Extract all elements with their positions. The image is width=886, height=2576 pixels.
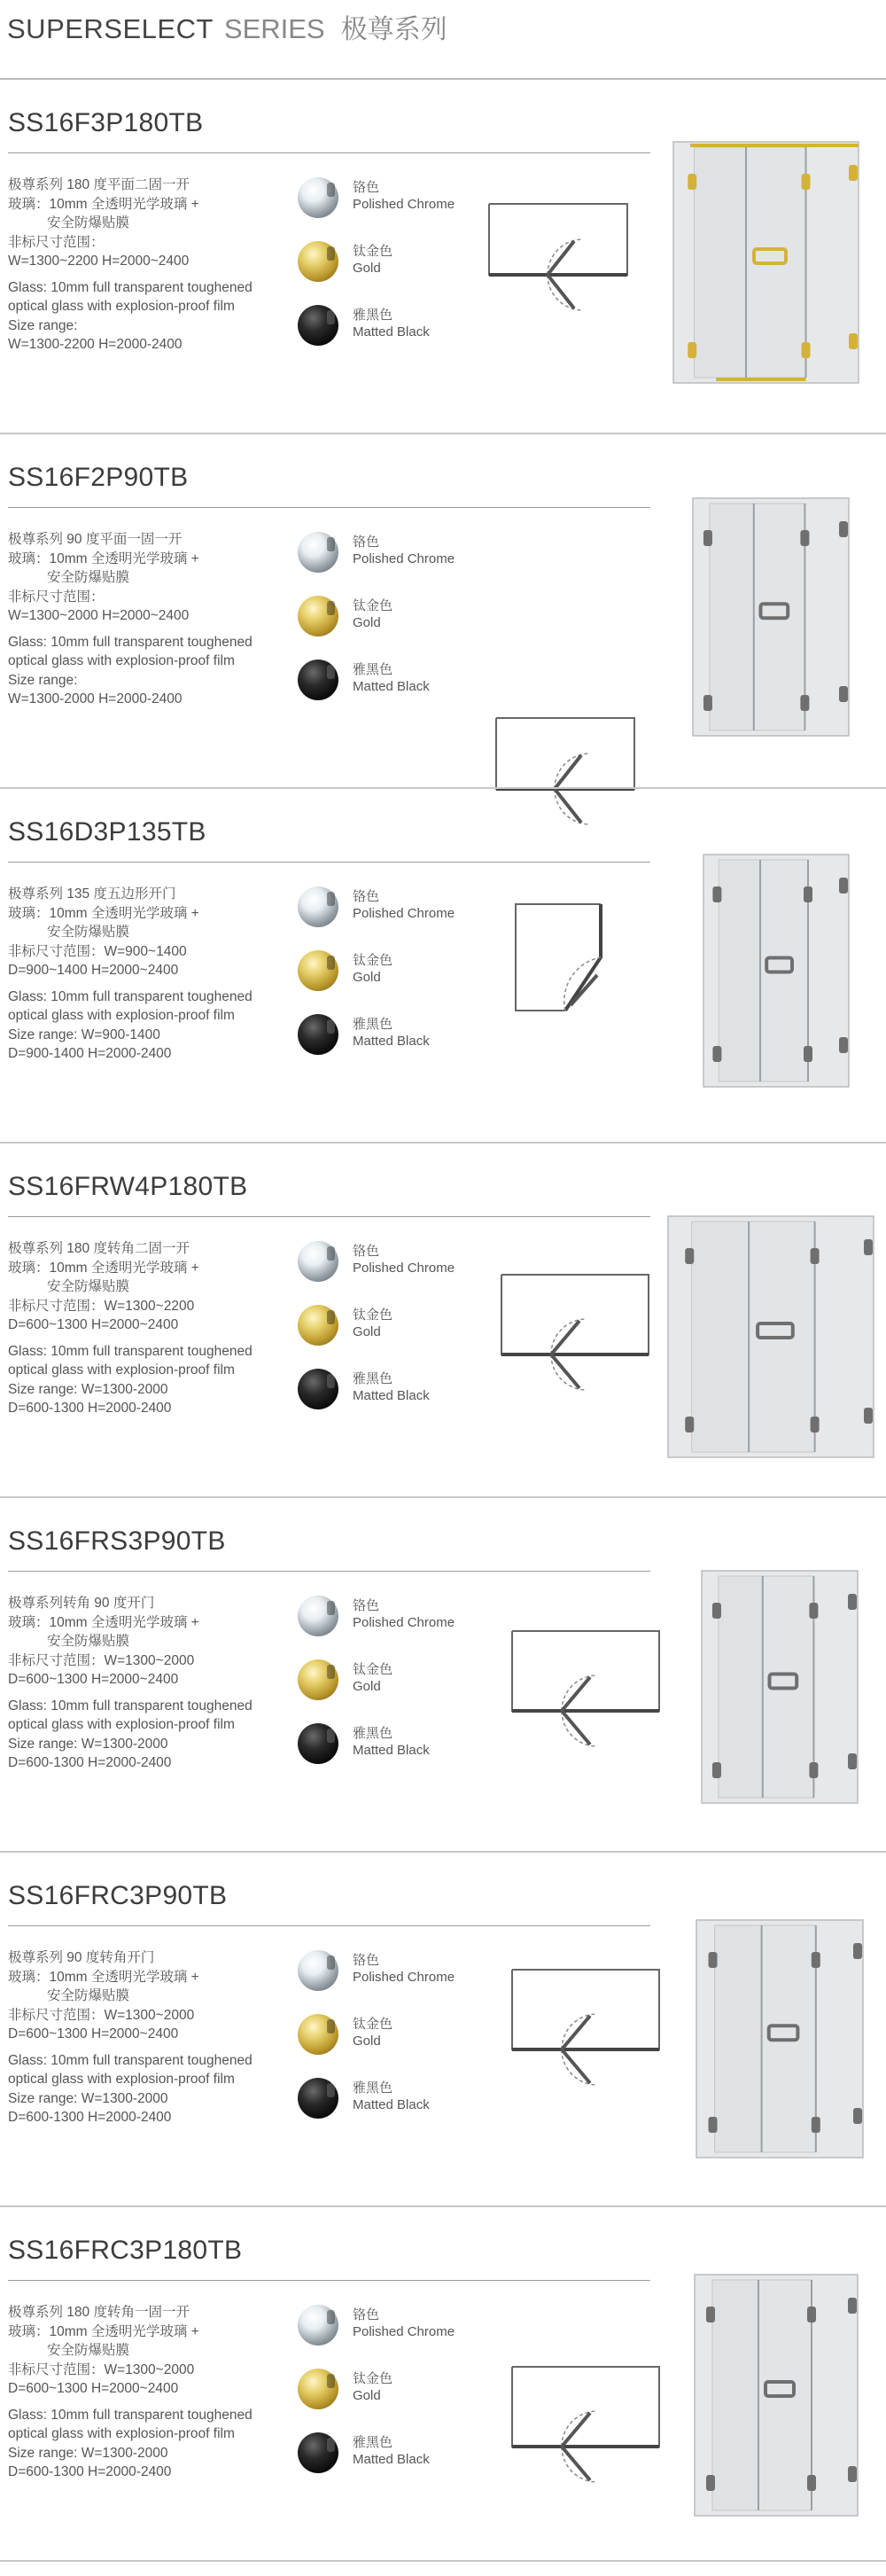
- cn-size-label: 非标尺寸范围：: [8, 234, 105, 250]
- en-glass-film: optical glass with explosion-proof film: [8, 2426, 235, 2441]
- finish-black: [298, 303, 475, 353]
- model-number: SS16D3P135TB: [8, 817, 206, 847]
- finish-cn: 雅黑色: [353, 1017, 393, 1032]
- cn-size-range: D=600~1300 H=2000~2400: [8, 1672, 179, 1687]
- finish-cn: 铬色: [353, 535, 380, 550]
- en-glass-film: optical glass with explosion-proof film: [8, 653, 235, 668]
- finish-black: [298, 1012, 475, 1062]
- finish-cn: 雅黑色: [353, 2435, 393, 2450]
- en-glass: Glass: 10mm full transparent toughened: [8, 1343, 253, 1359]
- cn-size-label: 非标尺寸范围：W=900~1400: [8, 943, 187, 959]
- chrome-swatch-icon: [298, 177, 338, 218]
- cn-description: 极尊系列转角 90 度开门: [8, 1596, 155, 1611]
- chrome-swatch-icon: [298, 1241, 338, 1282]
- floor-plan-diagram: [509, 1613, 668, 1764]
- finish-cn: 钛金色: [353, 244, 393, 259]
- hinge-icon: [849, 165, 858, 181]
- fixed-glass-panel: [692, 1222, 749, 1452]
- model-number: SS16FRC3P180TB: [8, 2236, 243, 2265]
- hinge-icon: [802, 174, 811, 190]
- hinge-icon: [712, 1046, 721, 1062]
- cn-description: 极尊系列 180 度平面二固一开: [8, 177, 190, 192]
- en-size-label: Size range: W=1300-2000: [8, 1381, 168, 1397]
- shower-enclosure-photo: [661, 1204, 881, 1470]
- finish-en: Gold: [353, 2388, 381, 2403]
- cn-glass: 玻璃：10mm 全透明光学玻璃 +: [8, 1260, 199, 1276]
- cn-description: 极尊系列 180 度转角二固一开: [8, 1241, 190, 1256]
- spec-gap: [8, 2399, 291, 2406]
- fixed-glass-panel: [719, 1576, 763, 1798]
- spec-block: [8, 1594, 291, 1773]
- cn-glass: 玻璃：10mm 全透明光学玻璃 +: [8, 1969, 199, 1985]
- finish-en: Gold: [353, 1679, 381, 1694]
- black-swatch-icon: [298, 1369, 338, 1409]
- spec-gap: [8, 2044, 291, 2051]
- gold-swatch-icon: [298, 2014, 338, 2055]
- finish-en: Polished Chrome: [353, 1261, 455, 1276]
- hinge-icon: [712, 886, 721, 902]
- finish-black: [298, 2076, 475, 2126]
- en-size-range: D=600-1300 H=2000-2400: [8, 1755, 172, 1770]
- fixed-glass-panel: [719, 860, 760, 1081]
- gold-swatch-icon: [298, 241, 338, 282]
- room-outline: [501, 1275, 649, 1354]
- en-size-label: Size range: W=1300-2000: [8, 2445, 168, 2461]
- cn-size-range: D=600~1300 H=2000~2400: [8, 2026, 179, 2041]
- en-glass: Glass: 10mm full transparent toughened: [8, 2052, 253, 2068]
- finish-chrome: [298, 1594, 475, 1643]
- shower-enclosure-photo: [688, 2262, 865, 2528]
- cn-glass-film: 安全防爆贴膜: [47, 1988, 130, 2003]
- finish-en: Matted Black: [353, 2452, 430, 2467]
- black-swatch-icon: [298, 305, 338, 346]
- spec-block: [8, 2303, 291, 2482]
- finish-en: Polished Chrome: [353, 2324, 455, 2339]
- finish-en: Polished Chrome: [353, 906, 455, 921]
- cn-size-range: D=900~1400 H=2000~2400: [8, 963, 179, 978]
- finish-en: Gold: [353, 970, 381, 985]
- cn-size-label: 非标尺寸范围：W=1300~2000: [8, 2361, 195, 2377]
- spec-block: [8, 530, 291, 709]
- finish-black: [298, 1367, 475, 1417]
- finish-cn: 铬色: [353, 2307, 380, 2322]
- floor-plan-diagram: [509, 1952, 668, 2103]
- model-number: SS16FRC3P90TB: [8, 1881, 228, 1910]
- chrome-swatch-icon: [298, 532, 338, 573]
- hinge-icon: [864, 1408, 873, 1424]
- hinge-icon: [703, 530, 712, 546]
- hinge-icon: [685, 1417, 694, 1432]
- finish-en: Gold: [353, 615, 381, 630]
- cn-description: 极尊系列 135 度五边形开门: [8, 886, 176, 902]
- hinge-icon: [800, 695, 809, 711]
- hinge-icon: [848, 1594, 857, 1610]
- hinge-icon: [807, 2475, 816, 2491]
- hinge-icon: [706, 2475, 715, 2491]
- spec-block: [8, 176, 291, 355]
- spec-block: [8, 1239, 291, 1418]
- en-glass-film: optical glass with explosion-proof film: [8, 2072, 235, 2087]
- shower-enclosure-photo: [695, 1558, 865, 1815]
- shower-enclosure-photo: [696, 842, 856, 1099]
- hinge-icon: [848, 1753, 857, 1769]
- finish-black: [298, 658, 475, 707]
- cn-description: 极尊系列 180 度转角一固一开: [8, 2305, 190, 2320]
- finish-en: Matted Black: [353, 679, 430, 694]
- hinge-icon: [685, 1248, 694, 1264]
- finish-en: Matted Black: [353, 2097, 430, 2112]
- model-number: SS16FRW4P180TB: [8, 1172, 248, 1201]
- finish-en: Polished Chrome: [353, 1970, 455, 1985]
- black-swatch-icon: [298, 660, 338, 700]
- finish-en: Matted Black: [353, 1743, 430, 1758]
- hinge-icon: [812, 1952, 820, 1968]
- gold-swatch-icon: [298, 1305, 338, 1346]
- finish-cn: 铬色: [353, 889, 380, 904]
- hinge-icon: [848, 2466, 857, 2482]
- glass-panel-line: [565, 904, 601, 1011]
- cn-size-label: 非标尺寸范围：W=1300~2000: [8, 1652, 195, 1668]
- hinge-icon: [712, 1603, 721, 1619]
- hinge-icon: [688, 342, 696, 358]
- hinge-icon: [800, 530, 809, 546]
- en-glass: Glass: 10mm full transparent toughened: [8, 279, 253, 295]
- hinge-icon: [709, 2117, 718, 2133]
- gold-swatch-icon: [298, 2369, 338, 2409]
- hinge-icon: [812, 2117, 820, 2133]
- gold-swatch-icon: [298, 950, 338, 991]
- finish-en: Gold: [353, 2033, 381, 2049]
- model-divider: [8, 1571, 650, 1572]
- cn-glass-film: 安全防爆贴膜: [47, 1279, 130, 1294]
- en-glass-film: optical glass with explosion-proof film: [8, 1717, 235, 1732]
- spec-gap: [8, 1335, 291, 1342]
- section-divider: [0, 2560, 886, 2562]
- black-swatch-icon: [298, 1014, 338, 1055]
- spec-block: [8, 1948, 291, 2127]
- cn-glass: 玻璃：10mm 全透明光学玻璃 +: [8, 2323, 199, 2339]
- hinge-icon: [811, 1248, 820, 1264]
- en-glass-film: optical glass with explosion-proof film: [8, 299, 235, 314]
- door-leaf: [555, 755, 581, 789]
- cn-glass: 玻璃：10mm 全透明光学玻璃 +: [8, 905, 199, 921]
- en-glass-film: optical glass with explosion-proof film: [8, 1362, 235, 1378]
- en-size-label: Size range: W=900-1400: [8, 1026, 160, 1042]
- en-size-range: D=600-1300 H=2000-2400: [8, 1401, 172, 1416]
- finish-chrome: [298, 1948, 475, 1998]
- finish-gold: [298, 948, 475, 998]
- fixed-glass-panel: [710, 503, 754, 730]
- finish-en: Matted Black: [353, 324, 430, 340]
- en-size-label: Size range: W=1300-2000: [8, 2090, 168, 2106]
- model-divider: [8, 152, 650, 153]
- finish-chrome: [298, 176, 475, 225]
- cn-size-label: 非标尺寸范围：W=1300~2200: [8, 1298, 195, 1314]
- finish-chrome: [298, 885, 475, 934]
- hinge-icon: [802, 342, 811, 358]
- finish-cn: 铬色: [353, 1244, 380, 1259]
- finish-cn: 雅黑色: [353, 2080, 393, 2096]
- gold-swatch-icon: [298, 596, 338, 636]
- brand-title: SUPERSELECT: [7, 13, 214, 44]
- hinge-icon: [849, 333, 858, 349]
- hinge-icon: [864, 1239, 873, 1255]
- model-number: SS16F3P180TB: [8, 108, 204, 137]
- en-size-label: Size range:: [8, 672, 78, 688]
- finish-cn: 钛金色: [353, 2371, 393, 2386]
- model-divider: [8, 507, 650, 508]
- floor-plan-diagram: [509, 2349, 668, 2500]
- finish-en: Gold: [353, 261, 381, 276]
- model-divider: [8, 1925, 650, 1926]
- finish-en: Polished Chrome: [353, 551, 455, 566]
- hinge-icon: [709, 1952, 718, 1968]
- product-section: [0, 1498, 886, 1853]
- shower-enclosure-photo: [666, 129, 866, 395]
- model-divider: [8, 2280, 650, 2281]
- hinge-icon: [804, 886, 812, 902]
- black-swatch-icon: [298, 1723, 338, 1764]
- room-outline: [512, 1631, 659, 1711]
- cn-size-range: W=1300~2200 H=2000~2400: [8, 254, 190, 269]
- gold-swatch-icon: [298, 1659, 338, 1700]
- hinge-icon: [839, 1037, 848, 1053]
- hinge-icon: [688, 174, 696, 190]
- finish-en: Matted Black: [353, 1388, 430, 1403]
- floor-plan-diagram: [512, 886, 672, 1037]
- finish-cn: 铬色: [353, 1598, 380, 1613]
- chrome-swatch-icon: [298, 2305, 338, 2346]
- floor-plan-diagram: [498, 1257, 657, 1408]
- finish-cn: 钛金色: [353, 2017, 393, 2032]
- cn-glass-film: 安全防爆贴膜: [47, 215, 130, 230]
- door-leaf: [548, 241, 574, 275]
- black-swatch-icon: [298, 2432, 338, 2473]
- cn-size-label: 非标尺寸范围：W=1300~2000: [8, 2007, 195, 2023]
- cn-glass-film: 安全防爆贴膜: [47, 1634, 130, 1649]
- finish-gold: [298, 1658, 475, 1707]
- hinge-icon: [809, 1762, 818, 1778]
- en-glass: Glass: 10mm full transparent toughened: [8, 988, 253, 1004]
- spec-gap: [8, 626, 291, 633]
- finish-en: Polished Chrome: [353, 197, 455, 212]
- finish-black: [298, 2431, 475, 2480]
- cn-size-range: D=600~1300 H=2000~2400: [8, 2381, 179, 2396]
- hinge-icon: [804, 1046, 812, 1062]
- finish-cn: 雅黑色: [353, 662, 393, 677]
- finish-gold: [298, 594, 475, 644]
- product-section: [0, 789, 886, 1144]
- finish-cn: 雅黑色: [353, 308, 393, 323]
- chrome-swatch-icon: [298, 886, 338, 927]
- shower-enclosure-photo: [689, 1908, 870, 2170]
- room-outline: [516, 904, 601, 1011]
- hinge-icon: [712, 1762, 721, 1778]
- finish-en: Matted Black: [353, 1034, 430, 1049]
- finish-chrome: [298, 1239, 475, 1289]
- series-title-cn: 极尊系列: [340, 15, 447, 44]
- hinge-icon: [811, 1417, 820, 1432]
- en-size-range: D=900-1400 H=2000-2400: [8, 1046, 172, 1061]
- product-section: [0, 1853, 886, 2207]
- model-number: SS16F2P90TB: [8, 463, 189, 492]
- product-section: [0, 434, 886, 789]
- fixed-glass-panel: [715, 1925, 762, 2152]
- en-size-range: W=1300-2000 H=2000-2400: [8, 691, 183, 706]
- room-outline: [512, 1970, 659, 2049]
- hinge-icon: [706, 2307, 715, 2322]
- product-section: [0, 1144, 886, 1498]
- hinge-icon: [839, 521, 848, 537]
- en-size-range: D=600-1300 H=2000-2400: [8, 2464, 172, 2479]
- cn-glass: 玻璃：10mm 全透明光学玻璃 +: [8, 196, 199, 212]
- finish-cn: 钛金色: [353, 598, 393, 613]
- cn-glass-film: 安全防爆贴膜: [47, 2343, 130, 2358]
- en-size-range: W=1300-2200 H=2000-2400: [8, 337, 183, 352]
- en-glass: Glass: 10mm full transparent toughened: [8, 1698, 253, 1713]
- finish-chrome: [298, 530, 475, 580]
- finish-black: [298, 1721, 475, 1771]
- finish-cn: 钛金色: [353, 953, 393, 968]
- cn-glass-film: 安全防爆贴膜: [47, 570, 130, 585]
- finish-cn: 雅黑色: [353, 1726, 393, 1741]
- spec-gap: [8, 1690, 291, 1697]
- cn-size-label: 非标尺寸范围：: [8, 589, 105, 605]
- finish-cn: 雅黑色: [353, 1371, 393, 1386]
- finish-cn: 铬色: [353, 180, 380, 195]
- hinge-icon: [809, 1603, 818, 1619]
- cn-glass-film: 安全防爆贴膜: [47, 925, 130, 940]
- hinge-icon: [839, 878, 848, 894]
- finish-en: Gold: [353, 1324, 381, 1339]
- model-number: SS16FRS3P90TB: [8, 1526, 226, 1556]
- hinge-icon: [848, 2298, 857, 2314]
- room-outline: [512, 2367, 659, 2447]
- cn-size-range: D=600~1300 H=2000~2400: [8, 1317, 179, 1332]
- finish-gold: [298, 1303, 475, 1353]
- chrome-swatch-icon: [298, 1950, 338, 1991]
- spec-block: [8, 885, 291, 1064]
- finish-cn: 钛金色: [353, 1308, 393, 1323]
- finish-gold: [298, 2012, 475, 2062]
- hinge-icon: [853, 2108, 862, 2124]
- hinge-icon: [853, 1943, 862, 1959]
- fixed-glass-panel: [695, 147, 747, 378]
- product-section: [0, 80, 886, 434]
- finish-cn: 铬色: [353, 1953, 380, 1968]
- en-size-label: Size range: W=1300-2000: [8, 1736, 168, 1752]
- en-size-range: D=600-1300 H=2000-2400: [8, 2110, 172, 2125]
- door-leaf: [548, 275, 574, 308]
- spec-gap: [8, 980, 291, 987]
- en-glass: Glass: 10mm full transparent toughened: [8, 2407, 253, 2423]
- shower-enclosure-photo: [686, 486, 856, 748]
- hinge-icon: [703, 695, 712, 711]
- cn-description: 极尊系列 90 度转角开门: [8, 1950, 155, 1965]
- hinge-icon: [807, 2307, 816, 2322]
- model-divider: [8, 862, 650, 863]
- en-glass: Glass: 10mm full transparent toughened: [8, 634, 253, 650]
- series-label: SERIES: [223, 13, 325, 44]
- cn-glass: 玻璃：10mm 全透明光学玻璃 +: [8, 550, 199, 566]
- finish-chrome: [298, 2303, 475, 2353]
- cn-glass: 玻璃：10mm 全透明光学玻璃 +: [8, 1614, 199, 1630]
- floor-plan-diagram: [486, 186, 645, 337]
- cn-description: 极尊系列 90 度平面一固一开: [8, 532, 183, 547]
- finish-en: Polished Chrome: [353, 1615, 455, 1630]
- black-swatch-icon: [298, 2078, 338, 2119]
- product-section: [0, 2207, 886, 2562]
- model-divider: [8, 1216, 650, 1217]
- en-size-label: Size range:: [8, 317, 78, 333]
- finish-cn: 钛金色: [353, 1662, 393, 1677]
- cn-size-range: W=1300~2000 H=2000~2400: [8, 608, 190, 623]
- hinge-icon: [839, 686, 848, 702]
- en-glass-film: optical glass with explosion-proof film: [8, 1008, 235, 1023]
- chrome-swatch-icon: [298, 1596, 338, 1636]
- fixed-glass-panel: [712, 2280, 758, 2510]
- spec-gap: [8, 271, 291, 278]
- finish-gold: [298, 2367, 475, 2416]
- catalog-header: [7, 7, 447, 51]
- finish-gold: [298, 239, 475, 289]
